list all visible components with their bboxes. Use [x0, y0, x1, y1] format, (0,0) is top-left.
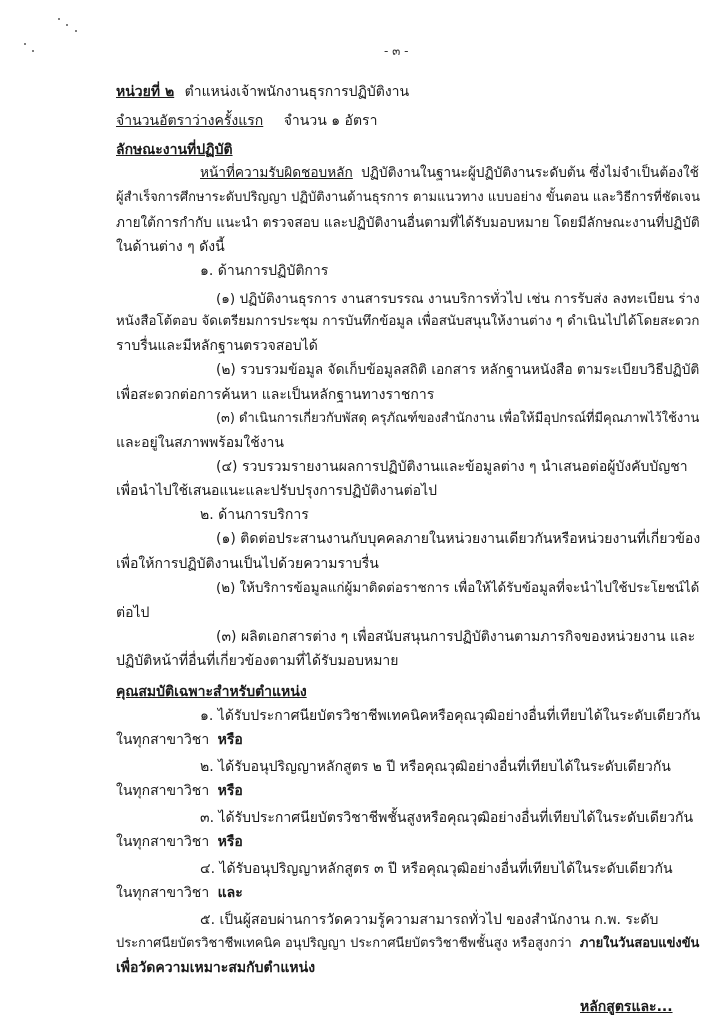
qualification-item-line [116, 833, 243, 851]
qualification-conjunction: หรือ [217, 732, 243, 748]
services-item-line: (๒) ให้บริการข้อมูลแก่ผู้มาติดต่อราชการ เพื่อให้ได้รับข้อมูลที่จะนำไปใช้ประโยชน์ได้ [216, 581, 700, 596]
qualification-item-line: ๓. ได้รับประกาศนียบัตรวิชาชีพชั้นสูงหรือคุณวุฒิอย่างอื่นที่เทียบได้ในระดับเดียวกัน [200, 810, 694, 826]
qualification-conjunction: หรือ [217, 783, 243, 799]
page-number: - ๓ - [384, 44, 409, 58]
unit-heading [116, 83, 409, 101]
unit-title: ตำแหน่งเจ้าพนักงานธุรการปฏิบัติงาน [184, 84, 410, 100]
services-item-line: ปฏิบัติหน้าที่อื่นที่เกี่ยวข้องตามที่ได้รับมอบหมาย [116, 653, 399, 669]
operations-item-line: และอยู่ในสภาพพร้อมใช้งาน [116, 435, 284, 451]
operations-item-line: (๓) ดำเนินการเกี่ยวกับพัสดุ ครุภัณฑ์ของสำนักงาน เพื่อให้มีอุปกรณ์ที่มีคุณภาพไว้ใช้งาน [216, 411, 700, 426]
vacancy-row [116, 112, 377, 130]
qualification-conjunction: หรือ [217, 834, 243, 850]
services-item-line: เพื่อให้การปฏิบัติงานเป็นไปด้วยความราบรื่น [116, 556, 379, 572]
operations-item-line: เพื่อนำไปใช้เสนอแนะและปรับปรุงการปฏิบัติงานต่อไป [116, 483, 438, 499]
qualification-item-line: ๕. เป็นผู้สอบผ่านการวัดความรู้ความสามารถทั่วไป ของสำนักงาน ก.พ. ระดับ [200, 912, 659, 928]
vacancy-value: จำนวน ๑ อัตรา [283, 113, 378, 129]
unit-label: หน่วยที่ ๒ [116, 84, 175, 100]
qualification-emphasis: เพื่อวัดความเหมาะสมกับตำแหน่ง [116, 960, 316, 976]
services-heading: ๒. ด้านการบริการ [200, 507, 309, 523]
duties-intro-line [200, 164, 699, 182]
operations-item-line: เพื่อสะดวกต่อการค้นหา และเป็นหลักฐานทางราชการ [116, 387, 435, 403]
duties-intro-line: ในด้านต่าง ๆ ดังนี้ [116, 239, 225, 255]
qualification-text: ประกาศนียบัตรวิชาชีพเทคนิค อนุปริญญา ประกาศนียบัตรวิชาชีพชั้นสูง หรือสูงกว่า [116, 936, 572, 951]
operations-item-line: (๒) รวบรวมข้อมูล จัดเก็บข้อมูลสถิติ เอกสาร หลักฐานหนังสือ ตามระเบียบวิธีปฏิบัติ [216, 362, 700, 378]
qualifications-heading: คุณสมบัติเฉพาะสำหรับตำแหน่ง [116, 684, 307, 700]
qualification-field: ในทุกสาขาวิชา [116, 783, 210, 799]
qualification-item-line [116, 731, 243, 749]
qualification-conjunction: และ [217, 885, 243, 901]
scan-speck [58, 18, 60, 20]
scan-speck [24, 43, 26, 45]
duties-intro-label: หน้าที่ความรับผิดชอบหลัก [200, 165, 353, 181]
qualification-item-line: ๒. ได้รับอนุปริญญาหลักสูตร ๒ ปี หรือคุณวุฒิอย่างอื่นที่เทียบได้ในระดับเดียวกัน [200, 759, 671, 775]
scan-speck [32, 50, 34, 52]
scan-speck [75, 30, 77, 32]
qualification-item-line [116, 884, 243, 902]
vacancy-label: จำนวนอัตราว่างครั้งแรก [116, 113, 264, 129]
qualification-field: ในทุกสาขาวิชา [116, 885, 210, 901]
qualification-emphasis: ภายในวันสอบแข่งขัน [579, 936, 700, 951]
operations-item-line: ราบรื่นและมีหลักฐานตรวจสอบได้ [116, 338, 318, 354]
continuation-note: หลักสูตรและ... [580, 999, 673, 1015]
operations-heading: ๑. ด้านการปฏิบัติการ [200, 263, 329, 279]
qualification-item-line [116, 935, 699, 953]
operations-item-line: (๑) ปฏิบัติงานธุรการ งานสารบรรณ งานบริการทั่วไป เช่น การรับส่ง ลงทะเบียน ร่าง [216, 291, 700, 307]
services-item-line: (๓) ผลิตเอกสารต่าง ๆ เพื่อสนับสนุนการปฏิบัติงานตามภารกิจของหน่วยงาน และ [216, 629, 696, 645]
operations-item-line: (๔) รวบรวมรายงานผลการปฏิบัติงานและข้อมูลต่าง ๆ นำเสนอต่อผู้บังคับบัญชา [216, 459, 688, 475]
duties-intro-text: ปฏิบัติงานในฐานะผู้ปฏิบัติงานระดับต้น ซึ่งไม่จำเป็นต้องใช้ [361, 165, 699, 181]
qualification-item-line: ๔. ได้รับอนุปริญญาหลักสูตร ๓ ปี หรือคุณวุฒิอย่างอื่นที่เทียบได้ในระดับเดียวกัน [200, 861, 673, 877]
qualification-item-line: ๑. ได้รับประกาศนียบัตรวิชาชีพเทคนิคหรือคุณวุฒิอย่างอื่นที่เทียบได้ในระดับเดียวกัน [200, 708, 701, 724]
scan-speck [66, 24, 68, 26]
duties-intro-line: ผู้สำเร็จการศึกษาระดับปริญญา ปฏิบัติงานด้านธุรการ ตามแนวทาง แบบอย่าง ขั้นตอน และวิธีการที่ชัดเจน [116, 190, 701, 205]
qualification-field: ในทุกสาขาวิชา [116, 732, 210, 748]
services-item-line: ต่อไป [116, 605, 150, 621]
qualification-item-line [116, 782, 243, 800]
services-item-line: (๑) ติดต่อประสานงานกับบุคคลภายในหน่วยงานเดียวกันหรือหน่วยงานที่เกี่ยวข้อง [216, 531, 701, 547]
duties-heading: ลักษณะงานที่ปฏิบัติ [116, 142, 233, 158]
operations-item-line: หนังสือโต้ตอบ จัดเตรียมการประชุม การบันทึกข้อมูล เพื่อสนับสนุนให้งานต่าง ๆ ดำเนินไปได้โดยสะดวก [116, 314, 700, 329]
duties-intro-line: ภายใต้การกำกับ แนะนำ ตรวจสอบ และปฏิบัติงานอื่นตามที่ได้รับมอบหมาย โดยมีลักษณะงานที่ปฏิบัติ [116, 215, 700, 231]
qualification-field: ในทุกสาขาวิชา [116, 834, 210, 850]
